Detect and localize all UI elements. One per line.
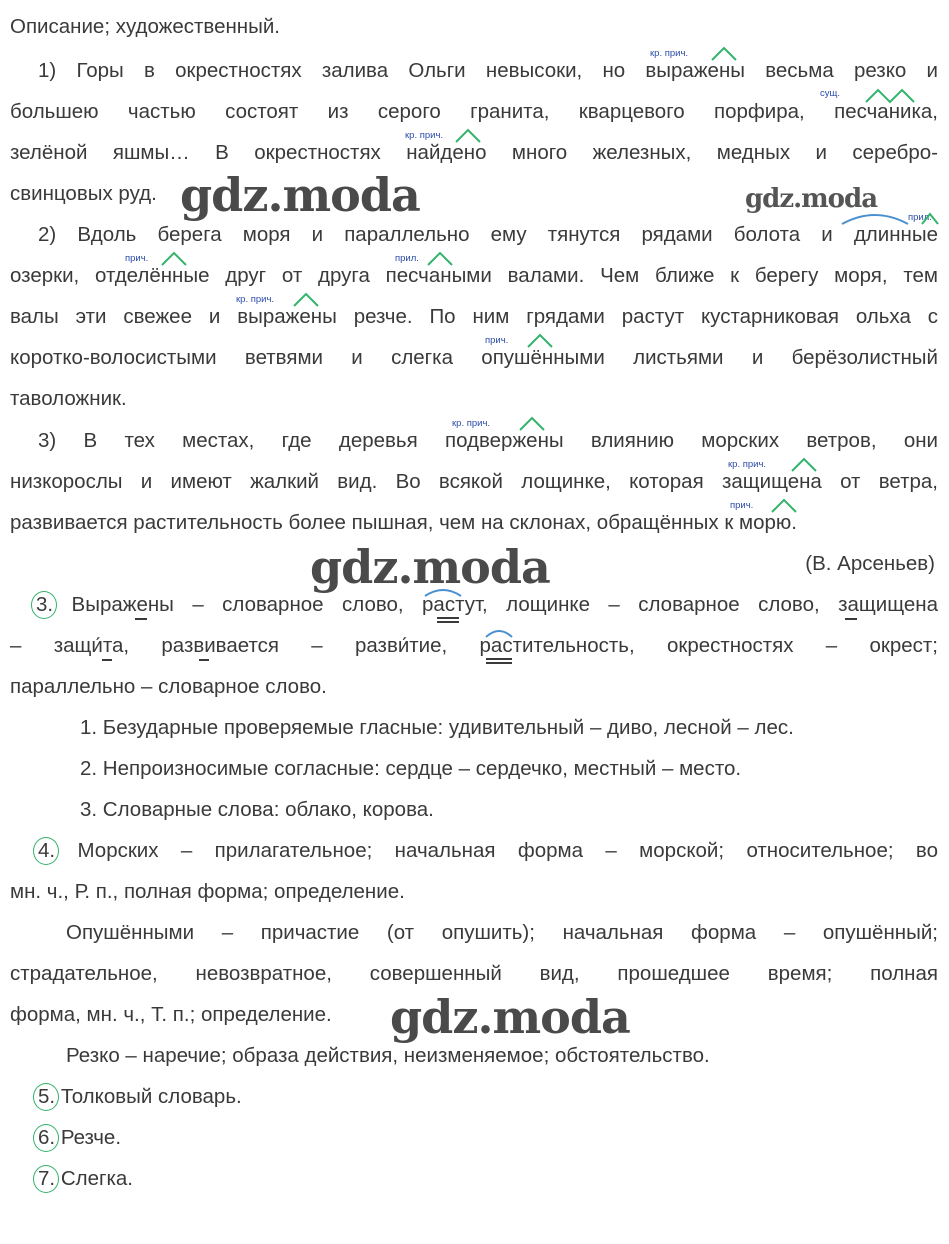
p1-line-4: свинцовых руд. bbox=[10, 182, 157, 205]
suffix-mark-icon bbox=[294, 294, 318, 306]
root-arc-icon bbox=[842, 215, 908, 224]
underline-mark bbox=[486, 662, 512, 664]
suffix-mark-icon bbox=[520, 418, 544, 430]
p3-line-3: развивается растительность более пышная, чем на склонах, обращённых к морю. bbox=[10, 511, 797, 534]
underline-mark bbox=[437, 617, 459, 619]
underline-mark bbox=[486, 658, 512, 660]
annotation-prich-3: прич. bbox=[730, 500, 754, 511]
task4-p2-line-3: форма, мн. ч., Т. п.; определение. bbox=[10, 1003, 332, 1026]
heading: Описание; художественный. bbox=[10, 15, 281, 38]
task7-text: Слегка. bbox=[60, 1167, 133, 1190]
task4-text-1: Морских – прилагательное; начальная форма – морской; относительное; во bbox=[77, 839, 938, 862]
watermark-logo: gdz.moda bbox=[390, 990, 630, 1044]
task3-line-2: – защи́та, развивается – разви́тие, растительность, окрестностях – окрест; bbox=[10, 634, 938, 657]
annotation-kr-prich-4: кр. прич. bbox=[452, 418, 491, 429]
p2-line-3: валы эти свежее и выражены резче. По ним грядами растут кустарниковая ольха с bbox=[10, 305, 938, 328]
underline-mark bbox=[437, 621, 459, 623]
p2-line-4: коротко-волосистыми ветвями и слегка опушёнными листьями и берёзолистный bbox=[10, 346, 938, 369]
task3-list-1: 1. Безударные проверяемые гласные: удивительный – диво, лесной – лес. bbox=[80, 716, 794, 739]
suffix-mark-icon bbox=[528, 335, 552, 347]
underline-mark bbox=[845, 618, 857, 620]
task3-line-3: параллельно – словарное слово. bbox=[10, 675, 327, 698]
task3-list-3: 3. Словарные слова: облако, корова. bbox=[80, 798, 434, 821]
suffix-mark-icon bbox=[922, 214, 938, 224]
author: (В. Арсеньев) bbox=[805, 552, 935, 575]
underline-mark bbox=[102, 659, 112, 661]
suffix-mark-icon bbox=[772, 500, 796, 512]
task3-number: 3. bbox=[36, 593, 54, 616]
task3-list-2: 2. Непроизносимые согласные: сердце – сердечко, местный – место. bbox=[80, 757, 742, 780]
p3-line-1: 3) В тех местах, где деревья подвержены влиянию морских ветров, они bbox=[38, 429, 938, 452]
task4-number: 4. bbox=[38, 839, 56, 862]
task6-text: Резче. bbox=[60, 1126, 122, 1149]
suffix-mark-icon bbox=[712, 48, 736, 60]
annotation-kr-prich-5: кр. прич. bbox=[728, 459, 767, 470]
task3-text-1: Выражены – словарное слово, растут, лощинке – словарное слово, защищена bbox=[71, 593, 938, 616]
annotation-prich-1: прич. bbox=[125, 253, 149, 264]
p2-line-2: озерки, отделённые друг от друга песчаными валами. Чем ближе к берегу моря, тем bbox=[10, 264, 938, 287]
watermark-logo-small: gdz.moda bbox=[745, 184, 878, 214]
p3-line-2: низкорослы и имеют жалкий вид. Во всякой лощинке, которая защищена от ветра, bbox=[10, 470, 938, 493]
annotation-prich-2: прич. bbox=[485, 335, 509, 346]
p2-line-1: 2) Вдоль берега моря и параллельно ему тянутся рядами болота и длинные bbox=[38, 223, 938, 246]
task5-text: Толковый словарь. bbox=[60, 1085, 242, 1108]
p1-line-1: 1) Горы в окрестностях залива Ольги невысоки, но выражены весьма резко и bbox=[38, 59, 938, 82]
task4-p2-line-2: страдательное, невозвратное, совершенный вид, прошедшее время; полная bbox=[10, 962, 938, 985]
annotation-pril-2: прил. bbox=[395, 253, 419, 264]
watermark-logo: gdz.moda bbox=[310, 540, 550, 594]
annotation-kr-prich-1: кр. прич. bbox=[650, 48, 689, 59]
suffix-mark-icon bbox=[866, 90, 914, 102]
suffix-mark-icon bbox=[428, 253, 452, 265]
annotation-kr-prich-2: кр. прич. bbox=[405, 130, 444, 141]
watermark-logo: gdz.moda bbox=[180, 168, 420, 222]
root-arc-icon bbox=[486, 631, 512, 637]
suffix-mark-icon bbox=[792, 459, 816, 471]
task5-number: 5. bbox=[38, 1085, 56, 1108]
suffix-mark-icon bbox=[456, 130, 480, 142]
underline-mark bbox=[135, 618, 147, 620]
task4-line-2: мн. ч., Р. п., полная форма; определение. bbox=[10, 880, 405, 903]
task4-p3: Резко – наречие; образа действия, неизменяемое; обстоятельство. bbox=[66, 1044, 710, 1067]
task7-number: 7. bbox=[38, 1167, 56, 1190]
p1-line-3: зелёной яшмы… В окрестностях найдено много железных, медных и серебро- bbox=[10, 141, 938, 164]
p1-line-2: большею частью состоят из серого гранита, кварцевого порфира, песчаника, bbox=[10, 100, 938, 123]
task4-p2-line-1: Опушёнными – причастие (от опушить); начальная форма – опушённый; bbox=[66, 921, 938, 944]
annotation-kr-prich-3: кр. прич. bbox=[236, 294, 275, 305]
annotation-sush: сущ. bbox=[820, 88, 840, 99]
task6-number: 6. bbox=[38, 1126, 56, 1149]
annotation-pril-1: прил. bbox=[908, 212, 932, 223]
suffix-mark-icon bbox=[162, 253, 186, 265]
underline-mark bbox=[199, 659, 209, 661]
p2-line-5: таволожник. bbox=[10, 387, 127, 410]
